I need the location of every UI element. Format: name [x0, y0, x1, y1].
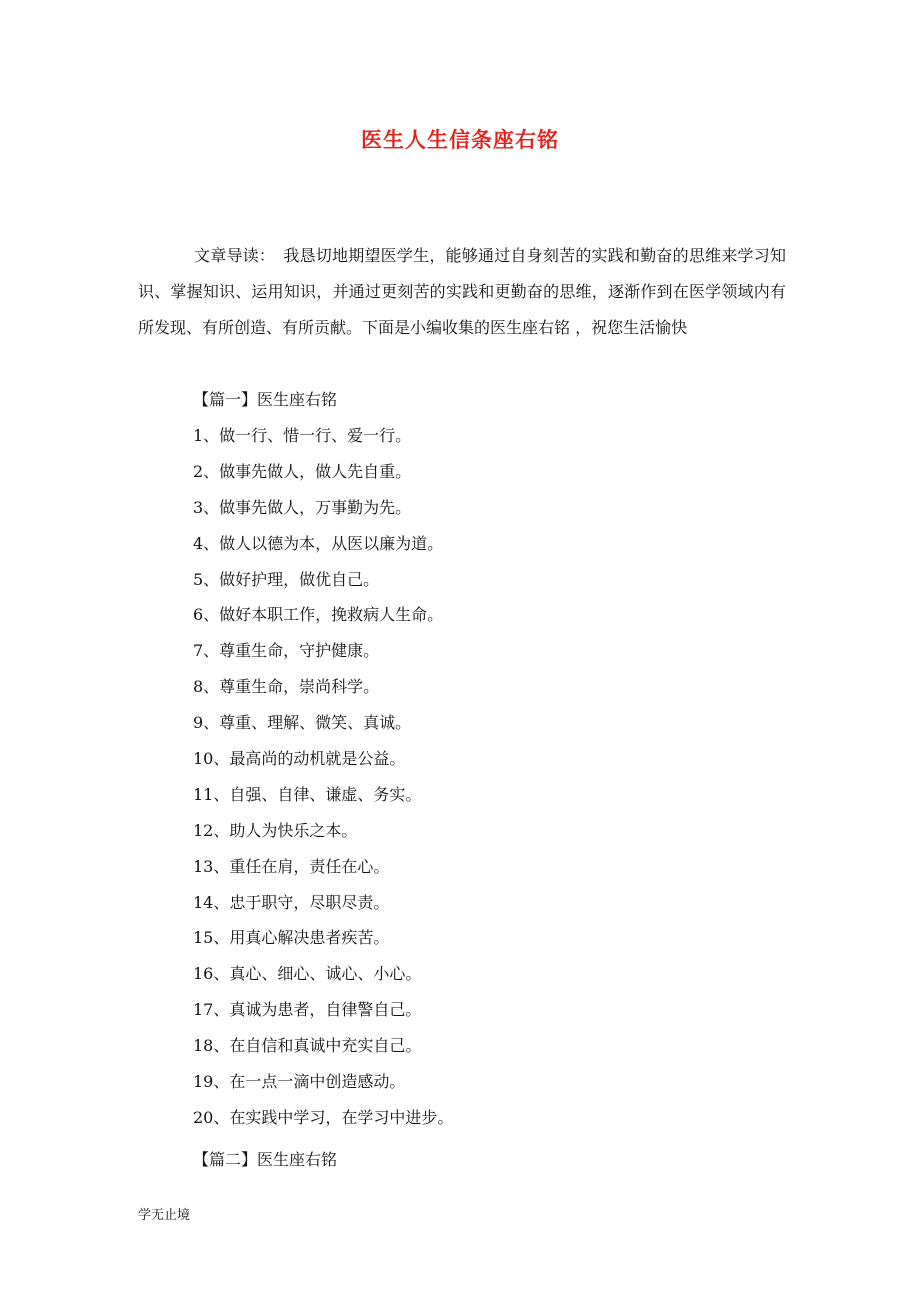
motto-item: 13、重任在肩，责任在心。 — [193, 856, 390, 876]
motto-item: 5、做好护理，做优自己。 — [193, 569, 380, 589]
motto-item: 11、自强、自律、谦虚、务实。 — [193, 784, 422, 804]
motto-item: 4、做人以德为本，从医以廉为道。 — [193, 533, 444, 553]
motto-item: 20、在实践中学习，在学习中进步。 — [193, 1107, 454, 1127]
section-heading-2: 【篇二】医生座右铭 — [193, 1150, 338, 1169]
motto-item: 18、在自信和真诚中充实自己。 — [193, 1036, 422, 1056]
motto-item: 16、真心、细心、诚心、小心。 — [193, 964, 422, 984]
motto-item: 14、忠于职守，尽职尽责。 — [193, 892, 390, 912]
article-intro: 文章导读： 我恳切地期望医学生，能够通过自身刻苦的实践和勤奋的思维来学习知识、掌握知识、运用知识，并通过更刻苦的实践和更勤奋的思维，逐渐作到在医学领域内有所发现、有所创造、有所贡献。下面是小编收集的医生座右铭 ，祝您生活愉快 — [138, 246, 786, 337]
motto-item: 17、真诚为患者，自律警自己。 — [193, 1000, 422, 1020]
motto-item: 12、助人为快乐之本。 — [193, 820, 358, 840]
motto-item: 6、做好本职工作，挽救病人生命。 — [193, 605, 444, 625]
motto-item: 3、做事先做人，万事勤为先。 — [193, 497, 412, 517]
page-title: 医生人生信条座右铭 — [361, 127, 559, 152]
motto-item: 19、在一点一滴中创造感动。 — [193, 1072, 406, 1092]
motto-item: 2、做事先做人，做人先自重。 — [193, 461, 412, 481]
motto-item: 10、最高尚的动机就是公益。 — [193, 749, 406, 769]
motto-item: 7、尊重生命，守护健康。 — [193, 641, 380, 661]
motto-item: 9、尊重、理解、微笑、真诚。 — [193, 713, 412, 733]
motto-item: 1、做一行、惜一行、爱一行。 — [193, 426, 412, 445]
section-heading-1: 【篇一】医生座右铭 — [193, 390, 338, 409]
motto-list — [193, 424, 453, 1142]
motto-item: 15、用真心解决患者疾苦。 — [193, 928, 390, 948]
page-footer: 学无止境 — [138, 1208, 191, 1223]
motto-item: 8、尊重生命，崇尚科学。 — [193, 677, 380, 697]
